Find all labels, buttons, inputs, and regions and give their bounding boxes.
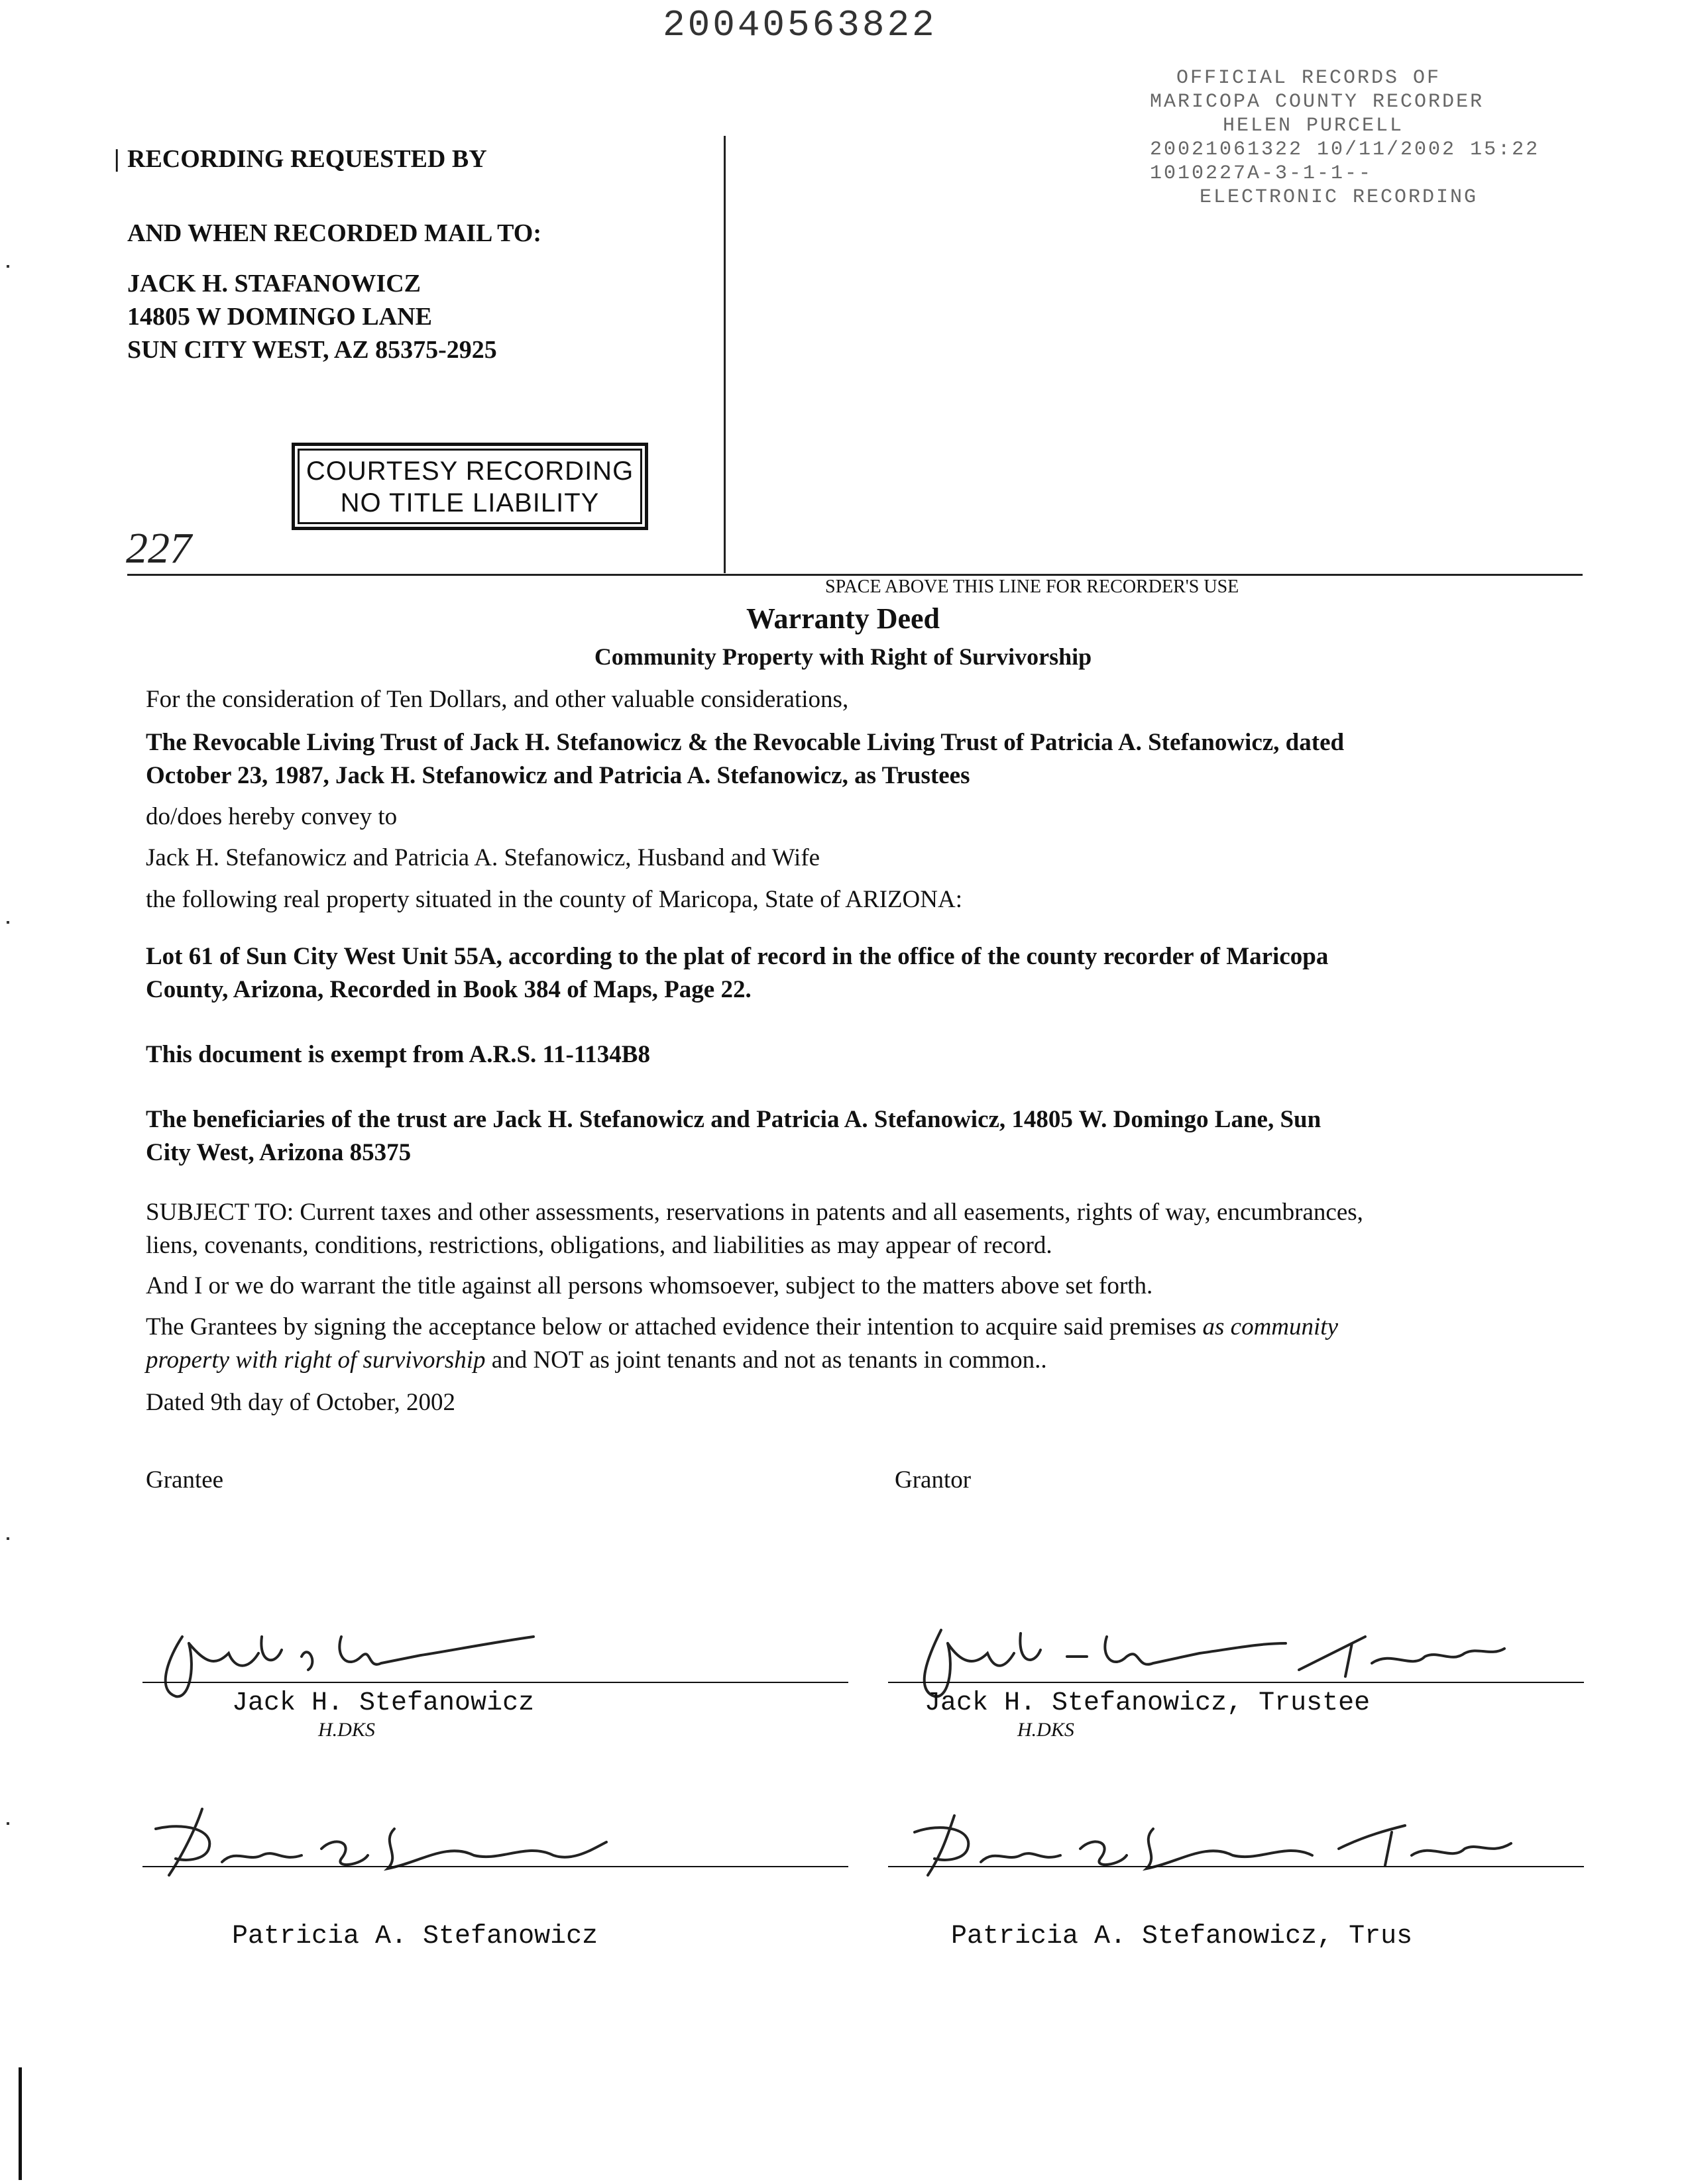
acceptance-line-1	[146, 1310, 1604, 1344]
grantee-1-name: Jack H. Stefanowicz	[232, 1688, 535, 1718]
acceptance-line-1-text: The Grantees by signing the acceptance below or attached evidence their intention to acquire said premises	[146, 1313, 1203, 1340]
recorder-box-divider	[724, 136, 726, 573]
mail-to-street: 14805 W DOMINGO LANE	[127, 303, 432, 331]
acceptance-line-2-text: and NOT as joint tenants and not as tenants in common..	[485, 1346, 1047, 1374]
legal-description-line-2: County, Arizona, Recorded in Book 384 of Maps, Page 22.	[146, 976, 752, 1003]
exemption-text: This document is exempt from A.R.S. 11-1134B8	[146, 1041, 650, 1068]
beneficiaries-line-1: The beneficiaries of the trust are Jack H. Stefanowicz and Patricia A. Stefanowicz, 14805 W. Domingo Lane, Sun	[146, 1106, 1321, 1133]
subject-to-line-2: liens, covenants, conditions, restrictions, obligations, and liabilities as may appear of record.	[146, 1232, 1052, 1259]
grantor-text-line-2: October 23, 1987, Jack H. Stefanowicz and Patricia A. Stefanowicz, as Trustees	[146, 762, 970, 789]
scan-speck	[7, 265, 9, 268]
courtesy-line-2: NO TITLE LIABILITY	[340, 488, 600, 518]
grantee-2-name: Patricia A. Stefanowicz	[232, 1922, 598, 1951]
stamp-line: HELEN PURCELL	[1223, 115, 1404, 137]
courtesy-line-1: COURTESY RECORDING	[306, 457, 634, 486]
grantee-1-signature-line	[142, 1682, 848, 1683]
margin-tick: ❘	[107, 147, 127, 172]
grantor-1-name: Jack H. Stefanowicz, Trustee	[925, 1688, 1371, 1718]
grantees-text: Jack H. Stefanowicz and Patricia A. Stefanowicz, Husband and Wife	[146, 844, 820, 871]
stamp-line: 1010227A-3-1-1--	[1150, 162, 1373, 185]
grantee-2-signature-line	[142, 1866, 848, 1867]
stamp-line: OFFICIAL RECORDS OF	[1176, 67, 1441, 89]
mail-to-heading: AND WHEN RECORDED MAIL TO:	[127, 219, 541, 247]
grantor-2-signature-line	[888, 1866, 1584, 1867]
scan-speck	[7, 1822, 9, 1825]
grantor-1-signature-line	[888, 1682, 1584, 1683]
stamp-line: MARICOPA COUNTY RECORDER	[1150, 91, 1485, 113]
stamp-line: 20021061322 10/11/2002 15:22	[1150, 138, 1540, 161]
grantor-1-annotation: H.DKS	[1017, 1719, 1074, 1741]
acceptance-line-2	[146, 1343, 1604, 1378]
handwritten-number: 227	[126, 524, 192, 573]
recorder-stamp	[1150, 66, 1614, 209]
recording-requested-by: RECORDING REQUESTED BY	[127, 145, 487, 173]
grantor-text-line-1: The Revocable Living Trust of Jack H. Stefanowicz & the Revocable Living Trust of Patricia A. Stefanowicz, dated	[146, 729, 1345, 756]
scan-edge-mark	[19, 2067, 22, 2180]
grantee-1-annotation: H.DKS	[318, 1719, 375, 1741]
property-intro: the following real property situated in the county of Maricopa, State of ARIZONA:	[146, 886, 963, 913]
consideration-text: For the consideration of Ten Dollars, and other valuable considerations,	[146, 686, 849, 713]
grantor-label: Grantor	[895, 1466, 972, 1494]
acceptance-line-2-italic: property with right of survivorship	[146, 1346, 486, 1374]
stamp-line: ELECTRONIC RECORDING	[1200, 186, 1479, 209]
mail-to-city: SUN CITY WEST, AZ 85375-2925	[127, 336, 497, 364]
grantor-2-signature	[901, 1802, 1538, 1895]
recorder-use-note: SPACE ABOVE THIS LINE FOR RECORDER'S USE	[825, 576, 1239, 597]
dated-text: Dated 9th day of October, 2002	[146, 1389, 456, 1416]
grantor-2-name: Patricia A. Stefanowicz, Trus	[951, 1922, 1413, 1951]
beneficiaries-line-2: City West, Arizona 85375	[146, 1139, 412, 1166]
deed-title: Warranty Deed	[746, 602, 940, 635]
warranty-text: And I or we do warrant the title against all persons whomsoever, subject to the matters above set forth.	[146, 1272, 1153, 1299]
acceptance-line-1-italic: as community	[1202, 1313, 1338, 1340]
deed-subtitle: Community Property with Right of Survivorship	[594, 643, 1092, 670]
convey-text: do/does hereby convey to	[146, 803, 398, 830]
grantee-2-signature	[142, 1802, 646, 1895]
scan-speck	[7, 921, 9, 924]
grantee-label: Grantee	[146, 1466, 224, 1494]
recorder-use-line	[127, 574, 1583, 576]
legal-description-line-1: Lot 61 of Sun City West Unit 55A, according to the plat of record in the office of the county recorder of Maricopa	[146, 943, 1329, 970]
mail-to-name: JACK H. STAFANOWICZ	[127, 270, 422, 298]
subject-to-line-1: SUBJECT TO: Current taxes and other assessments, reservations in patents and all easements, rights of way, encumbrances,	[146, 1199, 1363, 1226]
scan-speck	[7, 1537, 9, 1540]
document-number: 20040563822	[663, 4, 937, 46]
courtesy-recording-stamp	[292, 443, 648, 530]
